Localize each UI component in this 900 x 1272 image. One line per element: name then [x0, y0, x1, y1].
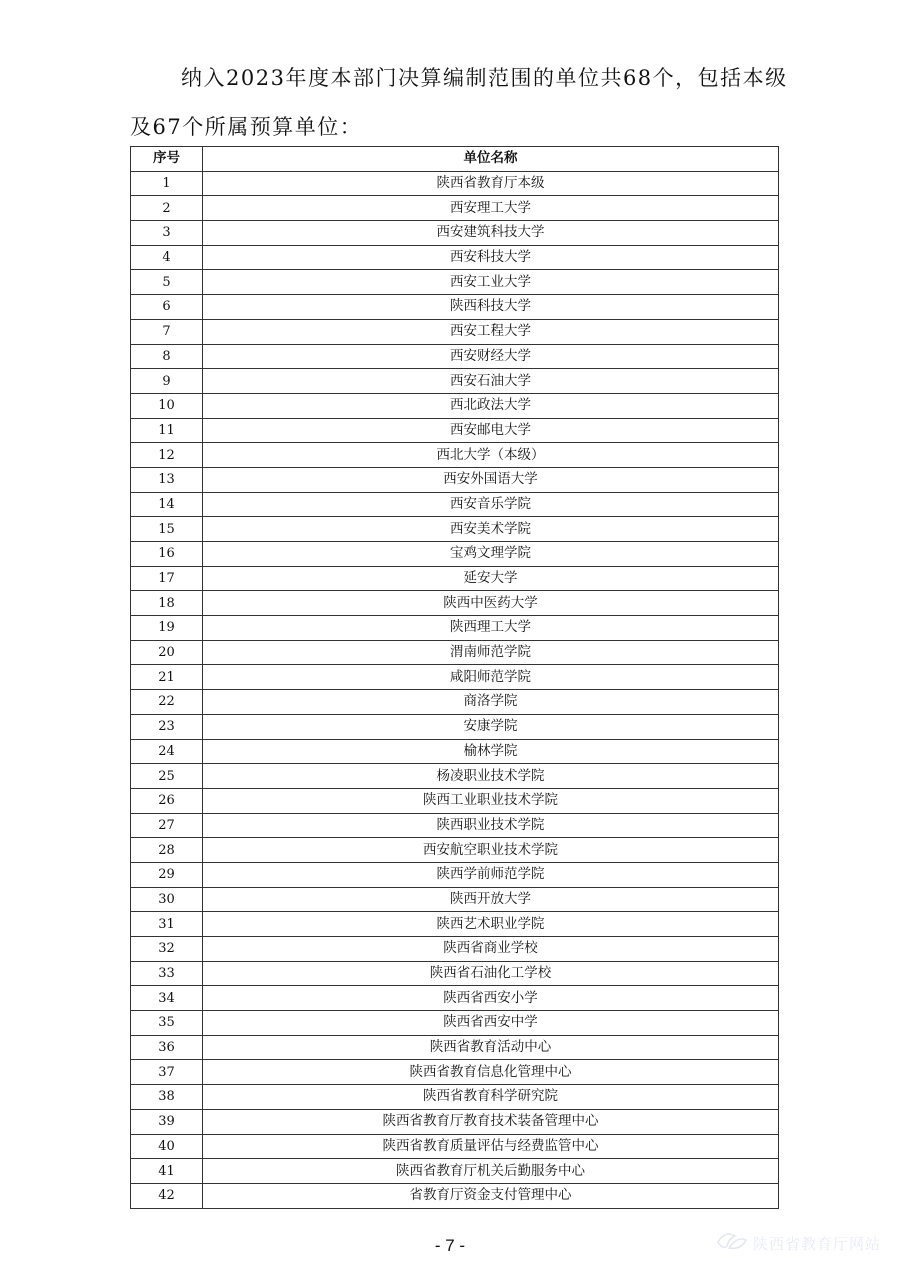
row-unit-name: 陕西省教育质量评估与经费监管中心 [203, 1134, 779, 1159]
row-index: 34 [131, 986, 203, 1011]
row-index: 17 [131, 566, 203, 591]
table-row [131, 443, 779, 468]
table-row [131, 937, 779, 962]
table-row [131, 1035, 779, 1060]
table-row [131, 862, 779, 887]
table-row [131, 838, 779, 863]
table-row [131, 542, 779, 567]
row-unit-name: 西北政法大学 [203, 393, 779, 418]
row-unit-name: 陕西省教育科学研究院 [203, 1085, 779, 1110]
row-unit-name: 陕西科技大学 [203, 295, 779, 320]
site-watermark [715, 1228, 881, 1258]
table-row [131, 369, 779, 394]
row-index: 25 [131, 764, 203, 789]
table-row [131, 1060, 779, 1085]
row-unit-name: 陕西理工大学 [203, 616, 779, 641]
row-index: 21 [131, 665, 203, 690]
row-index: 2 [131, 196, 203, 221]
units-table [130, 146, 779, 1209]
row-index: 39 [131, 1109, 203, 1134]
row-unit-name: 陕西艺术职业学院 [203, 912, 779, 937]
row-unit-name: 西安科技大学 [203, 245, 779, 270]
row-index: 31 [131, 912, 203, 937]
row-unit-name: 杨凌职业技术学院 [203, 764, 779, 789]
row-index: 10 [131, 393, 203, 418]
table-row [131, 270, 779, 295]
table-row [131, 690, 779, 715]
row-index: 16 [131, 542, 203, 567]
table-row [131, 961, 779, 986]
row-index: 1 [131, 171, 203, 196]
table-row [131, 517, 779, 542]
row-index: 22 [131, 690, 203, 715]
table-row [131, 566, 779, 591]
row-index: 19 [131, 616, 203, 641]
row-unit-name: 陕西省教育信息化管理中心 [203, 1060, 779, 1085]
table-row [131, 467, 779, 492]
row-index: 5 [131, 270, 203, 295]
row-index: 35 [131, 1011, 203, 1036]
row-unit-name: 陕西省教育活动中心 [203, 1035, 779, 1060]
row-unit-name: 西安航空职业技术学院 [203, 838, 779, 863]
row-index: 29 [131, 862, 203, 887]
row-unit-name: 西安理工大学 [203, 196, 779, 221]
table-row [131, 418, 779, 443]
row-index: 20 [131, 640, 203, 665]
row-unit-name: 陕西省教育厅教育技术装备管理中心 [203, 1109, 779, 1134]
table-row [131, 393, 779, 418]
row-index: 40 [131, 1134, 203, 1159]
row-index: 23 [131, 714, 203, 739]
row-index: 33 [131, 961, 203, 986]
row-index: 42 [131, 1183, 203, 1208]
row-unit-name: 渭南师范学院 [203, 640, 779, 665]
table-row [131, 171, 779, 196]
row-unit-name: 西安美术学院 [203, 517, 779, 542]
row-unit-name: 西安音乐学院 [203, 492, 779, 517]
table-row [131, 1183, 779, 1208]
table-row [131, 665, 779, 690]
page-number: - 7 - [434, 1236, 466, 1255]
table-row [131, 1109, 779, 1134]
row-unit-name: 西北大学（本级） [203, 443, 779, 468]
table-row [131, 1085, 779, 1110]
row-unit-name: 西安建筑科技大学 [203, 221, 779, 246]
row-index: 7 [131, 319, 203, 344]
row-unit-name: 陕西工业职业技术学院 [203, 788, 779, 813]
row-unit-name: 西安财经大学 [203, 344, 779, 369]
row-index: 9 [131, 369, 203, 394]
row-index: 14 [131, 492, 203, 517]
intro-line-1: 纳入2023年度本部门决算编制范围的单位共68个，包括本级 [181, 66, 788, 90]
row-index: 11 [131, 418, 203, 443]
header-name: 单位名称 [203, 147, 779, 172]
header-index: 序号 [131, 147, 203, 172]
row-index: 36 [131, 1035, 203, 1060]
row-unit-name: 西安外国语大学 [203, 467, 779, 492]
row-unit-name: 陕西省教育厅本级 [203, 171, 779, 196]
table-row [131, 295, 779, 320]
row-index: 24 [131, 739, 203, 764]
row-unit-name: 西安工业大学 [203, 270, 779, 295]
row-unit-name: 陕西省商业学校 [203, 937, 779, 962]
row-unit-name: 陕西省石油化工学校 [203, 961, 779, 986]
table-row [131, 788, 779, 813]
row-index: 37 [131, 1060, 203, 1085]
table-row [131, 319, 779, 344]
row-index: 32 [131, 937, 203, 962]
row-unit-name: 西安工程大学 [203, 319, 779, 344]
row-index: 28 [131, 838, 203, 863]
row-unit-name: 陕西中医药大学 [203, 591, 779, 616]
table-row [131, 591, 779, 616]
table-row [131, 196, 779, 221]
row-index: 38 [131, 1085, 203, 1110]
row-unit-name: 陕西开放大学 [203, 887, 779, 912]
row-unit-name: 安康学院 [203, 714, 779, 739]
row-unit-name: 延安大学 [203, 566, 779, 591]
table-row [131, 764, 779, 789]
row-unit-name: 商洛学院 [203, 690, 779, 715]
table-row [131, 344, 779, 369]
table-row [131, 1159, 779, 1184]
row-unit-name: 陕西省西安中学 [203, 1011, 779, 1036]
table-row [131, 714, 779, 739]
table-row [131, 640, 779, 665]
table-header-row [131, 147, 779, 172]
row-unit-name: 咸阳师范学院 [203, 665, 779, 690]
row-index: 6 [131, 295, 203, 320]
table-row [131, 1134, 779, 1159]
row-index: 12 [131, 443, 203, 468]
row-unit-name: 陕西学前师范学院 [203, 862, 779, 887]
leaf-logo-icon [715, 1228, 749, 1258]
table-row [131, 245, 779, 270]
row-index: 27 [131, 813, 203, 838]
intro-line-2: 及67个所属预算单位： [130, 115, 363, 139]
table-row [131, 887, 779, 912]
row-index: 26 [131, 788, 203, 813]
row-unit-name: 宝鸡文理学院 [203, 542, 779, 567]
row-index: 13 [131, 467, 203, 492]
table-row [131, 813, 779, 838]
table-row [131, 1011, 779, 1036]
row-unit-name: 西安邮电大学 [203, 418, 779, 443]
table-row [131, 492, 779, 517]
table-row [131, 739, 779, 764]
row-unit-name: 陕西省教育厅机关后勤服务中心 [203, 1159, 779, 1184]
row-index: 41 [131, 1159, 203, 1184]
row-index: 4 [131, 245, 203, 270]
table-row [131, 986, 779, 1011]
watermark-text: 陕西省教育厅网站 [753, 1234, 882, 1253]
table-row [131, 912, 779, 937]
table-row [131, 616, 779, 641]
row-unit-name: 西安石油大学 [203, 369, 779, 394]
row-unit-name: 陕西职业技术学院 [203, 813, 779, 838]
row-index: 8 [131, 344, 203, 369]
table-row [131, 221, 779, 246]
row-index: 15 [131, 517, 203, 542]
row-unit-name: 榆林学院 [203, 739, 779, 764]
row-unit-name: 省教育厅资金支付管理中心 [203, 1183, 779, 1208]
row-unit-name: 陕西省西安小学 [203, 986, 779, 1011]
row-index: 3 [131, 221, 203, 246]
row-index: 18 [131, 591, 203, 616]
row-index: 30 [131, 887, 203, 912]
